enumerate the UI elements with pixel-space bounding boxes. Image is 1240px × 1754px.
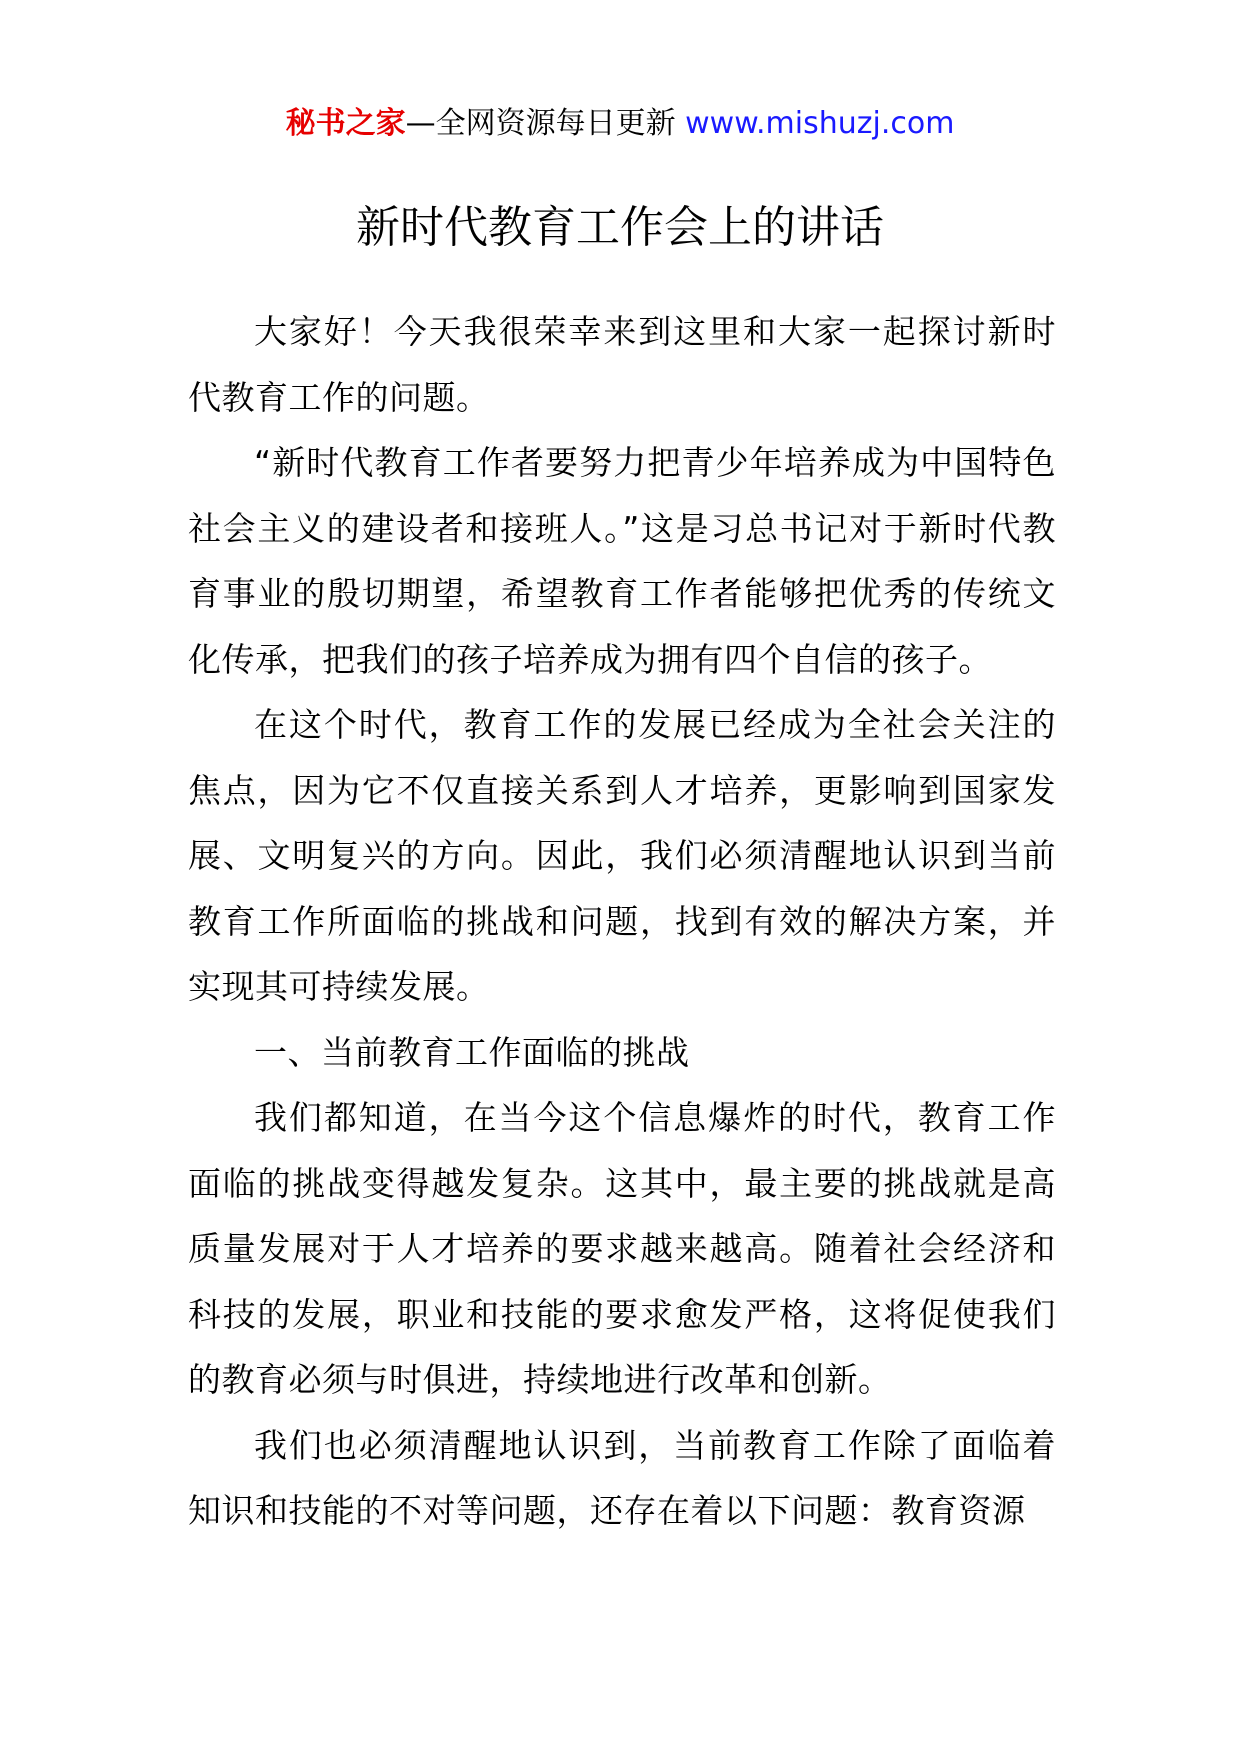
section-heading: 一、当前教育工作面临的挑战 bbox=[254, 1032, 690, 1072]
paragraph: 我们也必须清醒地认识到，当前教育工作除了面临着知识和技能的不对等问题，还存在着以下问题：教育资源 bbox=[188, 1425, 1056, 1530]
paragraph: 我们都知道，在当今这个信息爆炸的时代，教育工作面临的挑战变得越发复杂。这其中，最主要的挑战就是高质量发展对于人才培养的要求越来越高。随着社会经济和科技的发展，职业和技能的要求愈发严格，这将促使我们的教育必须与时俱进，持续地进行改革和创新。 bbox=[188, 1098, 1056, 1399]
site-header bbox=[0, 104, 1240, 144]
document-body bbox=[188, 299, 1056, 1544]
document-title: 新时代教育工作会上的讲话 bbox=[356, 202, 884, 253]
header-tagline: —全网资源每日更新 bbox=[405, 106, 686, 141]
paragraph: “新时代教育工作者要努力把青少年培养成为中国特色社会主义的建设者和接班人。”这是习总书记对于新时代教育事业的殷切期望，希望教育工作者能够把优秀的传统文化传承，把我们的孩子培养成为拥有四个自信的孩子。 bbox=[188, 443, 1056, 679]
brand-name: 秘书之家 bbox=[285, 106, 406, 141]
site-url-link[interactable]: www.mishuzj.com bbox=[685, 106, 955, 141]
paragraph: 在这个时代，教育工作的发展已经成为全社会关注的焦点，因为它不仅直接关系到人才培养，更影响到国家发展、文明复兴的方向。因此，我们必须清醒地认识到当前教育工作所面临的挑战和问题，找到有效的解决方案，并实现其可持续发展。 bbox=[188, 705, 1056, 1006]
paragraph: 大家好！今天我很荣幸来到这里和大家一起探讨新时代教育工作的问题。 bbox=[188, 312, 1056, 417]
